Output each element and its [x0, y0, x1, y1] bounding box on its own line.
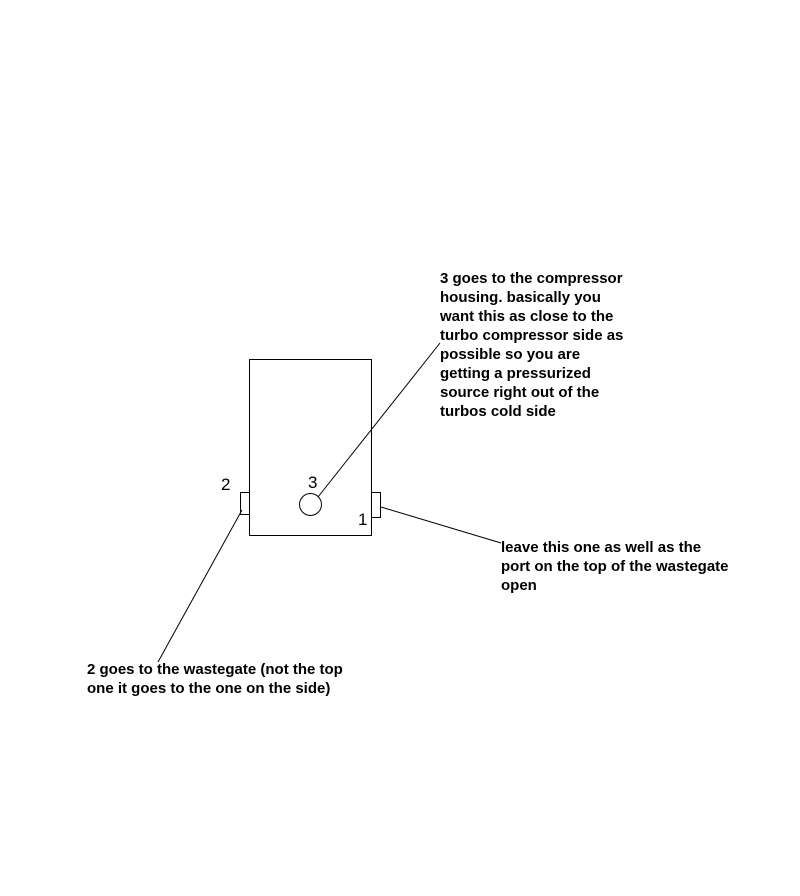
- leader-line-port-2: [158, 510, 242, 662]
- port-3-number: 3: [308, 473, 318, 492]
- port-1-note: leave this one as well as the port on the top of the wastegate open: [501, 539, 729, 594]
- leader-line-port-3: [318, 343, 440, 497]
- port-2-note: 2 goes to the wastegate (not the top one it goes to the one on the side): [87, 661, 343, 697]
- port-1-number: 1: [358, 510, 368, 529]
- port-1-fitting: [372, 493, 381, 518]
- valve-body: [250, 360, 372, 536]
- port-2-number: 2: [221, 475, 231, 494]
- port-3-note: 3 goes to the compressor housing. basically you want this as close to the turbo compressor side as possible so you are getting a pressurized source right out of the turbos cold side: [440, 270, 624, 420]
- leader-line-port-1: [381, 507, 501, 543]
